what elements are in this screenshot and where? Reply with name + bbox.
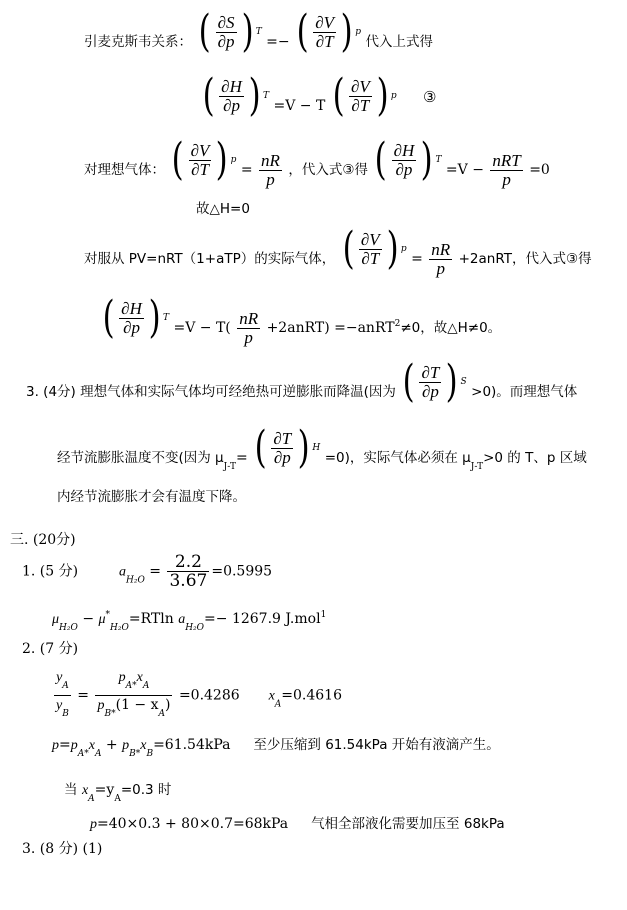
sub-jt2: J-T xyxy=(470,462,484,472)
q2-pressure-line xyxy=(52,736,500,763)
q3-pre: 3. (4分) 理想气体和实际气体均可经绝热可逆膨胀而降温(因为 xyxy=(26,384,396,400)
real-gas-post: +2anRT，代入式③得 xyxy=(458,251,592,267)
maxwell-label: 引麦克斯韦关系： xyxy=(84,34,192,50)
jt-post: =0)，实际气体必须在 μ xyxy=(324,450,471,466)
sub-A: A xyxy=(62,681,69,691)
dT: ∂T xyxy=(191,159,209,179)
activity-a: a xyxy=(119,564,126,580)
liquefy-note: 气相全部液化需要加压至 68kPa xyxy=(311,816,505,832)
dp: ∂p xyxy=(223,95,240,115)
q1-line xyxy=(22,553,272,590)
q1-chem-potential-line xyxy=(52,606,326,637)
section-3-heading: 三. (20分) xyxy=(10,532,76,548)
dS: ∂S xyxy=(217,12,235,32)
sub-B: B xyxy=(146,749,154,759)
condition-tail: =0.3 时 xyxy=(120,782,172,798)
sub-p: p xyxy=(355,27,361,37)
dV: ∂V xyxy=(350,76,370,96)
sub-T: T xyxy=(163,313,170,323)
maxwell-relation-line: 引麦克斯韦关系： ( $\frac{\partial S}{\partial p}$ ) T =− ( $\frac{\partial V}{\partial T}$ ) p 代入上式得 xyxy=(84,6,433,57)
q2-liquefy-line xyxy=(90,815,505,834)
dT: ∂T xyxy=(351,95,370,115)
activity-a2: a xyxy=(178,612,186,627)
nR: nR xyxy=(431,239,451,259)
equals: = xyxy=(236,450,248,466)
dp: ∂p xyxy=(273,447,291,467)
xA-value: =0.4616 xyxy=(281,687,342,704)
liquefy-calc: =40×0.3 + 80×0.7=68kPa xyxy=(97,816,289,832)
sub-jt: J-T xyxy=(223,462,236,472)
real-gas-line: 对服从 PV=nRT（1+aTP）的实际气体， ( $\frac{\partial V}{\partial T}$ ) p = $\frac{nR}{p}$ +2anRT，代入式③得 xyxy=(84,223,592,278)
dT: ∂T xyxy=(315,31,334,51)
sub-p: p xyxy=(230,155,237,165)
p-den: p xyxy=(266,169,275,189)
equals: = xyxy=(240,162,253,178)
sup-1: 1 xyxy=(320,610,327,620)
sub-B*: B* xyxy=(129,749,141,759)
dH: ∂H xyxy=(393,140,415,160)
ideal-gas-label: 对理想气体： xyxy=(84,162,165,178)
q3-label: 3. (8 分) (1) xyxy=(22,841,103,857)
q2-ratio-line: $\frac{y_A}{y_B}$ = $\frac{p_{A*}x_A}{p_{B*}(1 - x_A)}$ =0.4286 $x_A=0.4616$ xyxy=(56,670,342,719)
pressure-note: 至少压缩到 61.54kPa 开始有液滴产生。 xyxy=(253,737,500,753)
when-label: 当 xyxy=(64,782,78,798)
sub-h2o: H₂O xyxy=(126,575,145,586)
pA-star: p xyxy=(70,738,78,753)
sup-2: 2 xyxy=(394,319,401,329)
equals-minus: =− xyxy=(266,34,290,50)
dT: ∂T xyxy=(421,362,440,382)
sub-A2: A xyxy=(142,681,150,691)
dp: ∂p xyxy=(421,381,439,401)
pA-star: p xyxy=(118,670,126,685)
p-den: p xyxy=(244,327,253,347)
dp: ∂p xyxy=(123,317,140,337)
p-den: p xyxy=(436,258,445,278)
result-mid: =V − T( xyxy=(173,320,231,336)
sub-B: B xyxy=(62,709,69,719)
nR: nR xyxy=(261,150,280,170)
sub-H: H xyxy=(312,443,321,453)
sub-T: T xyxy=(255,27,262,37)
dp: ∂p xyxy=(395,159,413,179)
sub-T: T xyxy=(435,155,442,165)
q2-condition-line xyxy=(64,781,171,808)
denominator: 3.67 xyxy=(169,571,208,591)
sub-A3: A xyxy=(158,709,166,719)
equals-V: =V − xyxy=(445,162,484,178)
q2-label: 2. (7 分) xyxy=(22,641,79,657)
eq3-mid: =V − T xyxy=(273,98,326,114)
delta-h-zero: 故△H=0 xyxy=(196,201,250,217)
star: * xyxy=(105,610,111,620)
xA-result: x xyxy=(268,688,275,704)
sub-p: p xyxy=(390,91,397,101)
substitute-eq3-text: ，代入式③得 xyxy=(288,162,368,178)
sub-A: A xyxy=(88,794,95,804)
q3-line3: 内经节流膨胀才会有温度下降。 xyxy=(57,489,246,505)
equals: = xyxy=(411,251,423,267)
dT: ∂T xyxy=(361,248,380,268)
jt-post2: >0 的 T、p 区域 xyxy=(483,450,587,466)
p: p xyxy=(52,738,59,753)
equals-yA: =y xyxy=(94,782,115,798)
ratio-value: =0.4286 xyxy=(178,687,240,704)
xA: x xyxy=(88,738,95,753)
xA: x xyxy=(136,670,143,685)
q3-line1: 3. (4分) 理想气体和实际气体均可经绝热可逆膨胀而降温(因为 ( $\frac{\partial T}{\partial p}$ ) S >0)。而理想气体 xyxy=(26,356,578,407)
sub-A: A xyxy=(94,749,102,759)
q3-post: >0)。而理想气体 xyxy=(471,384,578,400)
mu: μ xyxy=(52,612,60,627)
pB-star: p xyxy=(122,738,130,753)
minus: − xyxy=(77,611,99,627)
substitute-text: 代入上式得 xyxy=(365,34,433,50)
dV: ∂V xyxy=(360,229,380,249)
sub-A2: A xyxy=(114,794,121,804)
p: p xyxy=(90,817,97,832)
dV: ∂V xyxy=(315,12,335,32)
equals: = xyxy=(149,563,162,580)
sub-A*: A* xyxy=(125,681,137,691)
chem-potential-value: =− 1267.9 J.mol xyxy=(204,611,321,627)
nR: nR xyxy=(239,308,259,328)
sub-S: S xyxy=(460,377,467,387)
real-gas-label: 对服从 PV=nRT（1+aTP）的实际气体， xyxy=(84,251,336,267)
eq3-line: ( $\frac{\partial H}{\partial p}$ ) T =V − T ( $\frac{\partial V}{\partial T}$ ) p xyxy=(202,70,397,121)
equals-zero: =0 xyxy=(529,162,550,178)
nRT: nRT xyxy=(492,150,521,170)
dT: ∂T xyxy=(273,428,292,448)
activity-value: =0.5995 xyxy=(211,563,273,580)
ideal-gas-line: 对理想气体： ( $\frac{\partial V}{\partial T}$ ) p = $\frac{nR}{p}$ ，代入式③得 ( $\frac{\partial H}{\partial p}$ ) T =V − $\frac{\text{nRT}}{p}$ =0 xyxy=(84,134,550,189)
sub-h2o: H₂O xyxy=(59,623,78,633)
equals: = xyxy=(59,737,71,753)
dH: ∂H xyxy=(221,76,242,96)
rtln: =RTln xyxy=(128,611,179,627)
sub-B*: B* xyxy=(104,709,116,719)
numerator: 2.2 xyxy=(167,553,209,572)
dV: ∂V xyxy=(190,140,210,160)
sub-p: p xyxy=(400,244,407,254)
result-tail: ≠0，故△H≠0。 xyxy=(400,320,502,336)
yA: y xyxy=(56,670,63,685)
sub-h2o2: H₂O xyxy=(110,623,129,633)
xB: x xyxy=(140,738,147,753)
q3-line2: 经节流膨胀温度不变(因为 $\mu_{J-T}=$ ( $\frac{\partial T}{\partial p}$ ) H =0)，实际气体必须在 $\mu_{J-T}>0$ 的 T、p 区域 xyxy=(57,422,587,473)
result-post: +2anRT) =−anRT xyxy=(266,320,395,336)
yB: y xyxy=(56,698,63,713)
jt-pre: 经节流膨胀温度不变(因为 μ xyxy=(57,450,224,466)
sub-A*: A* xyxy=(77,749,89,759)
pressure-value: =61.54kPa xyxy=(153,737,231,753)
sub-T: T xyxy=(263,91,270,101)
equals: = xyxy=(77,687,90,704)
dp: ∂p xyxy=(217,31,235,51)
plus: + xyxy=(101,737,123,753)
real-gas-result-line: ( $\frac{\partial H}{\partial p}$ ) T =V − T( $\frac{nR}{p}$ +2anRT) =−anRT$^2$≠0，故△H≠0。 xyxy=(102,292,502,347)
eq3-marker: ③ xyxy=(423,88,437,106)
dH: ∂H xyxy=(121,298,142,318)
p-den2: p xyxy=(502,169,511,189)
q1-label: 1. (5 分) xyxy=(22,563,79,580)
mu-star: μ xyxy=(98,612,106,627)
pB-star: p xyxy=(97,698,105,713)
one-minus-xA: (1 − x xyxy=(115,697,159,713)
sub-h2o3: H₂O xyxy=(185,623,205,633)
xA: x xyxy=(81,783,89,798)
sub-A4: A xyxy=(274,699,282,710)
